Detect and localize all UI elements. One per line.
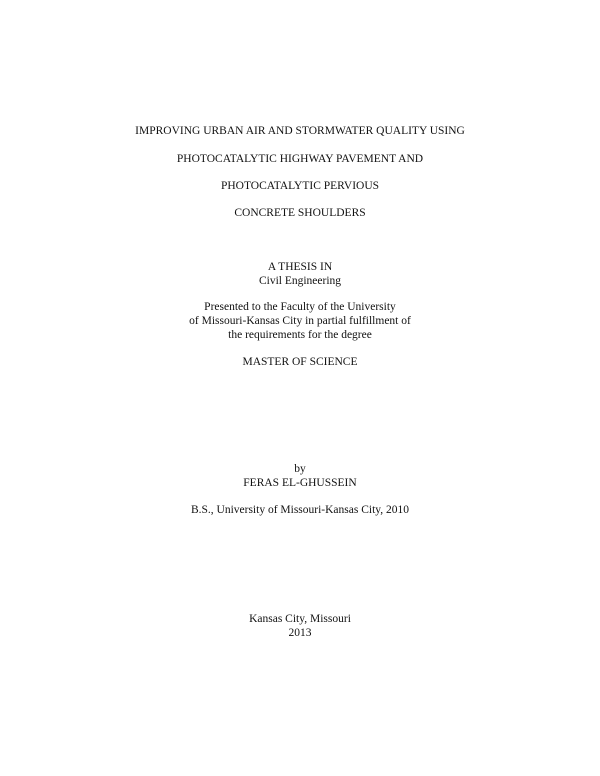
title-line-2: PHOTOCATALYTIC HIGHWAY PAVEMENT AND <box>176 153 424 165</box>
thesis-type: A THESIS IN <box>267 261 333 273</box>
title-line-1: IMPROVING URBAN AIR AND STORMWATER QUALITY USING <box>135 125 465 137</box>
location-place: Kansas City, Missouri <box>249 613 351 625</box>
presented-line-1: Presented to the Faculty of the University <box>204 301 396 313</box>
presented-line-3: the requirements for the degree <box>228 329 372 341</box>
title-line-3: PHOTOCATALYTIC PERVIOUS <box>220 180 380 192</box>
author-prior-degree: B.S., University of Missouri-Kansas City, 2010 <box>190 504 410 516</box>
degree-name: MASTER OF SCIENCE <box>242 356 358 368</box>
thesis-field: Civil Engineering <box>258 275 342 287</box>
title-line-4: CONCRETE SHOULDERS <box>234 207 366 219</box>
location-year: 2013 <box>288 627 312 639</box>
presented-line-2: of Missouri-Kansas City in partial fulfillment of <box>189 315 411 327</box>
author-name: FERAS EL-GHUSSEIN <box>243 477 357 489</box>
by-label: by <box>294 463 306 475</box>
